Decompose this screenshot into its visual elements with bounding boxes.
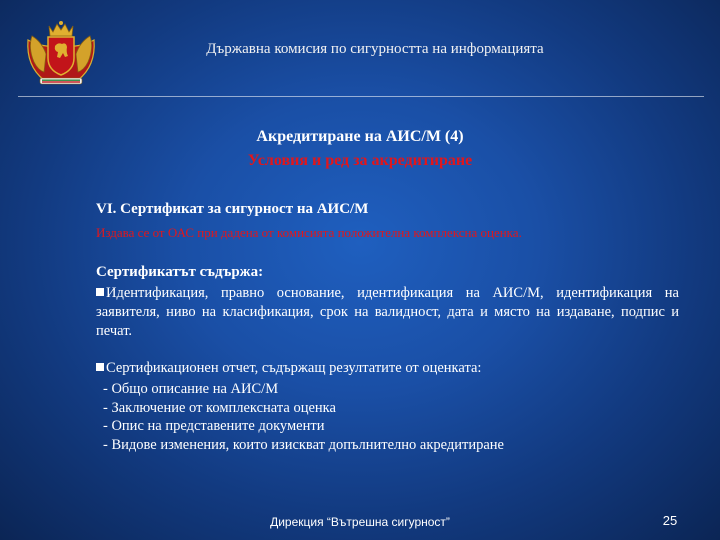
footer-text: Дирекция “Вътрешна сигурност”	[270, 515, 450, 529]
bullet-text: Сертификационен отчет, съдържащ резултатите от оценката:	[106, 360, 482, 376]
square-bullet-icon	[96, 363, 104, 371]
header-title: Държавна комисия по сигурността на информацията	[206, 41, 544, 57]
list-item: - Видове изменения, които изискват допълнително акредитиране	[103, 436, 504, 453]
bulgarian-coat-of-arms-icon	[22, 18, 100, 88]
square-bullet-icon	[96, 288, 104, 296]
contents-heading: Сертификатът съдържа:	[96, 264, 264, 280]
sub-list	[103, 380, 504, 454]
list-item: - Заключение от комплексната оценка	[103, 399, 336, 416]
page-number: 25	[662, 513, 678, 528]
list-item: - Общо описание на АИС/М	[103, 381, 279, 397]
bullet-item	[96, 360, 481, 377]
slide-title: Акредитиране на АИС/М (4)	[256, 128, 464, 145]
section-heading: VI. Сертификат за сигурност на АИС/М	[96, 201, 369, 217]
bullet-item	[96, 284, 679, 341]
list-item: - Опис на представените документи	[103, 418, 325, 434]
slide-subtitle: Условия и ред за акредитиране	[247, 152, 473, 169]
header-divider	[18, 96, 704, 97]
section-note: Издава се от ОАС при дадена от комисията положителна комплексна оценка.	[96, 225, 522, 240]
bullet-text: Идентификация, правно основание, идентификация на АИС/М, идентификация на заявителя, ниво на класификация, срок на валидност, дата и място на издаване, подпис и печат.	[96, 285, 679, 339]
